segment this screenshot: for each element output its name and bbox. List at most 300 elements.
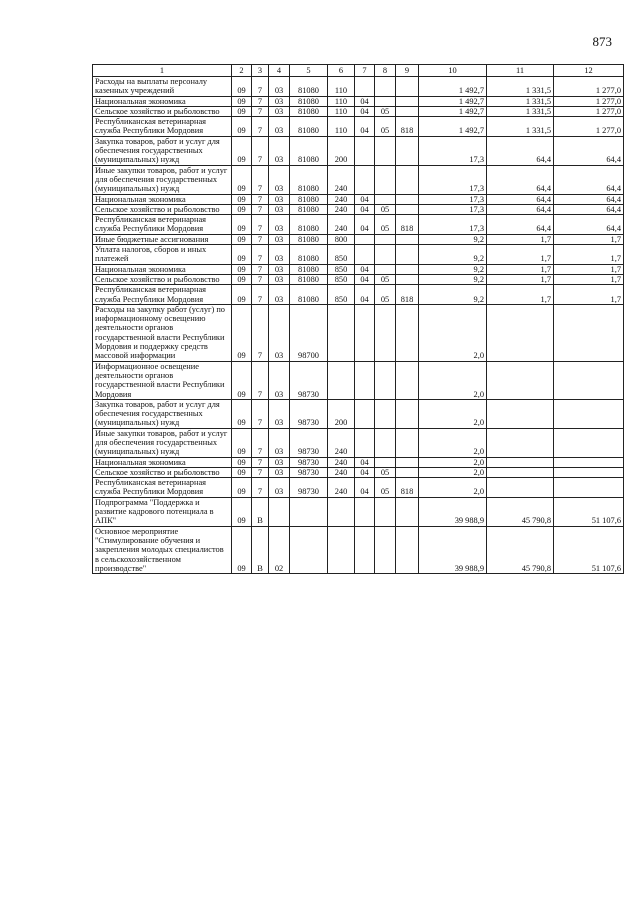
cell-amount-year1: 17,3 (419, 136, 487, 165)
cell-target: 98730 (290, 399, 328, 428)
cell-target: 81080 (290, 285, 328, 305)
col-header: 8 (375, 65, 396, 77)
cell-expense-type: 110 (328, 96, 355, 106)
cell-amount-year1: 9,2 (419, 285, 487, 305)
cell-amount-year3: 64,4 (554, 204, 624, 214)
table-row (93, 194, 624, 204)
cell-min: 09 (232, 478, 252, 498)
item-name: Национальная экономика (93, 457, 232, 467)
table-header-row (93, 65, 624, 77)
cell-subdivision (375, 361, 396, 399)
table-row (93, 497, 624, 526)
cell-amount-year1: 2,0 (419, 428, 487, 457)
cell-amount-year1: 9,2 (419, 245, 487, 265)
item-name: Подпрограмма "Поддержка и развитие кадрового потенциала в АПК" (93, 497, 232, 526)
table-row (93, 274, 624, 284)
cell-division (355, 428, 375, 457)
cell-ministry: 818 (396, 117, 419, 137)
item-name: Республиканская ветеринарная служба Республики Мордовия (93, 478, 232, 498)
cell-amount-year1: 2,0 (419, 457, 487, 467)
cell-division: 04 (355, 457, 375, 467)
cell-amount-year3: 51 107,6 (554, 497, 624, 526)
cell-amount-year1: 39 988,9 (419, 497, 487, 526)
cell-amount-year1: 2,0 (419, 361, 487, 399)
cell-division (355, 165, 375, 194)
cell-subdivision (375, 165, 396, 194)
cell-expense-type: 240 (328, 204, 355, 214)
cell-expense-type (328, 361, 355, 399)
table-row (93, 467, 624, 477)
cell-expense-type: 240 (328, 194, 355, 204)
cell-amount-year3: 1,7 (554, 285, 624, 305)
cell-amount-year1: 1 492,7 (419, 117, 487, 137)
cell-subsection: 03 (269, 264, 290, 274)
cell-section: 7 (252, 361, 269, 399)
cell-subsection: 03 (269, 304, 290, 361)
cell-amount-year2: 45 790,8 (487, 497, 554, 526)
table-row (93, 136, 624, 165)
cell-min: 09 (232, 77, 252, 97)
cell-expense-type: 850 (328, 274, 355, 284)
col-header: 10 (419, 65, 487, 77)
cell-expense-type: 850 (328, 285, 355, 305)
cell-amount-year2 (487, 399, 554, 428)
cell-section: 7 (252, 274, 269, 284)
cell-target: 81080 (290, 117, 328, 137)
cell-amount-year3: 1 277,0 (554, 96, 624, 106)
table-row (93, 361, 624, 399)
cell-amount-year2: 45 790,8 (487, 526, 554, 573)
cell-amount-year3: 64,4 (554, 194, 624, 204)
item-name: Национальная экономика (93, 264, 232, 274)
cell-expense-type (328, 497, 355, 526)
cell-amount-year2: 1 331,5 (487, 106, 554, 116)
cell-subdivision: 05 (375, 467, 396, 477)
table-row (93, 165, 624, 194)
cell-section: 7 (252, 165, 269, 194)
cell-amount-year3: 1 277,0 (554, 117, 624, 137)
cell-target: 98730 (290, 467, 328, 477)
cell-division: 04 (355, 274, 375, 284)
cell-expense-type: 240 (328, 467, 355, 477)
cell-amount-year2: 64,4 (487, 215, 554, 235)
cell-amount-year3: 1 277,0 (554, 106, 624, 116)
cell-amount-year2: 1,7 (487, 234, 554, 244)
cell-section: 7 (252, 399, 269, 428)
cell-division (355, 304, 375, 361)
cell-min: 09 (232, 497, 252, 526)
item-name: Информационное освещение деятельности органов государственной власти Республики Мордовия (93, 361, 232, 399)
cell-ministry (396, 428, 419, 457)
cell-target (290, 526, 328, 573)
cell-amount-year1: 17,3 (419, 204, 487, 214)
cell-target: 81080 (290, 234, 328, 244)
cell-section: 7 (252, 117, 269, 137)
cell-min: 09 (232, 399, 252, 428)
cell-section: 7 (252, 77, 269, 97)
cell-subdivision (375, 234, 396, 244)
cell-min: 09 (232, 304, 252, 361)
table-row (93, 204, 624, 214)
cell-subdivision (375, 96, 396, 106)
cell-min: 09 (232, 526, 252, 573)
col-header: 4 (269, 65, 290, 77)
budget-table (92, 64, 624, 574)
cell-division (355, 136, 375, 165)
cell-target: 81080 (290, 77, 328, 97)
cell-ministry (396, 457, 419, 467)
cell-amount-year1: 17,3 (419, 194, 487, 204)
cell-amount-year1: 9,2 (419, 234, 487, 244)
table-row (93, 77, 624, 97)
cell-subsection: 03 (269, 234, 290, 244)
cell-division (355, 361, 375, 399)
cell-amount-year2 (487, 428, 554, 457)
cell-ministry (396, 264, 419, 274)
cell-ministry (396, 497, 419, 526)
cell-subdivision: 05 (375, 274, 396, 284)
cell-section: 7 (252, 478, 269, 498)
cell-target: 81080 (290, 96, 328, 106)
cell-amount-year2: 1 331,5 (487, 117, 554, 137)
item-name: Сельское хозяйство и рыболовство (93, 204, 232, 214)
cell-subdivision (375, 497, 396, 526)
cell-expense-type: 110 (328, 117, 355, 137)
cell-expense-type: 200 (328, 136, 355, 165)
cell-ministry (396, 165, 419, 194)
cell-min: 09 (232, 245, 252, 265)
cell-subdivision (375, 245, 396, 265)
col-header: 7 (355, 65, 375, 77)
cell-subdivision (375, 457, 396, 467)
cell-amount-year1: 1 492,7 (419, 77, 487, 97)
cell-target: 81080 (290, 215, 328, 235)
cell-section: 7 (252, 264, 269, 274)
table-row (93, 478, 624, 498)
cell-subdivision: 05 (375, 106, 396, 116)
cell-subdivision (375, 526, 396, 573)
cell-subsection (269, 497, 290, 526)
col-header: 2 (232, 65, 252, 77)
cell-min: 09 (232, 285, 252, 305)
cell-min: 09 (232, 361, 252, 399)
cell-subdivision (375, 428, 396, 457)
cell-ministry (396, 234, 419, 244)
cell-ministry (396, 245, 419, 265)
table-row (93, 106, 624, 116)
item-name: Иные бюджетные ассигнования (93, 234, 232, 244)
cell-expense-type: 850 (328, 264, 355, 274)
cell-expense-type (328, 526, 355, 573)
cell-expense-type: 850 (328, 245, 355, 265)
item-name: Республиканская ветеринарная служба Республики Мордовия (93, 215, 232, 235)
cell-division: 04 (355, 478, 375, 498)
cell-target: 81080 (290, 165, 328, 194)
item-name: Иные закупки товаров, работ и услуг для обеспечения государственных (муниципальных) нужд (93, 428, 232, 457)
cell-target: 81080 (290, 194, 328, 204)
cell-subsection: 03 (269, 457, 290, 467)
cell-expense-type: 240 (328, 478, 355, 498)
table-row (93, 245, 624, 265)
cell-amount-year3: 64,4 (554, 165, 624, 194)
cell-subdivision (375, 304, 396, 361)
cell-division: 04 (355, 117, 375, 137)
cell-subdivision (375, 264, 396, 274)
cell-amount-year2 (487, 304, 554, 361)
table-row (93, 215, 624, 235)
cell-division: 04 (355, 467, 375, 477)
cell-amount-year1: 9,2 (419, 274, 487, 284)
cell-amount-year3: 1,7 (554, 234, 624, 244)
cell-expense-type: 200 (328, 399, 355, 428)
cell-amount-year2: 1,7 (487, 285, 554, 305)
cell-ministry: 818 (396, 215, 419, 235)
cell-expense-type: 240 (328, 215, 355, 235)
item-name: Национальная экономика (93, 194, 232, 204)
cell-amount-year3 (554, 361, 624, 399)
cell-subsection: 03 (269, 117, 290, 137)
cell-ministry (396, 194, 419, 204)
cell-min: 09 (232, 96, 252, 106)
cell-ministry (396, 136, 419, 165)
cell-amount-year1: 2,0 (419, 399, 487, 428)
cell-subsection: 03 (269, 467, 290, 477)
item-name: Сельское хозяйство и рыболовство (93, 467, 232, 477)
cell-subdivision (375, 77, 396, 97)
cell-subsection: 03 (269, 194, 290, 204)
table-row (93, 526, 624, 573)
cell-subdivision: 05 (375, 204, 396, 214)
cell-amount-year3 (554, 428, 624, 457)
cell-ministry (396, 526, 419, 573)
cell-target: 81080 (290, 264, 328, 274)
cell-min: 09 (232, 457, 252, 467)
cell-min: 09 (232, 215, 252, 235)
cell-division (355, 399, 375, 428)
cell-section: В (252, 497, 269, 526)
item-name: Расходы на выплаты персоналу казенных учреждений (93, 77, 232, 97)
cell-amount-year1: 2,0 (419, 467, 487, 477)
cell-amount-year3 (554, 478, 624, 498)
cell-expense-type: 110 (328, 77, 355, 97)
cell-section: 7 (252, 467, 269, 477)
item-name: Национальная экономика (93, 96, 232, 106)
cell-amount-year1: 17,3 (419, 165, 487, 194)
table-row (93, 457, 624, 467)
cell-amount-year3 (554, 399, 624, 428)
cell-ministry (396, 467, 419, 477)
cell-amount-year3: 1,7 (554, 264, 624, 274)
cell-section: 7 (252, 245, 269, 265)
cell-section: В (252, 526, 269, 573)
cell-division (355, 497, 375, 526)
cell-expense-type: 110 (328, 106, 355, 116)
cell-amount-year3: 1,7 (554, 274, 624, 284)
cell-target (290, 497, 328, 526)
cell-amount-year2: 64,4 (487, 165, 554, 194)
cell-ministry (396, 274, 419, 284)
cell-subsection: 03 (269, 428, 290, 457)
item-name: Сельское хозяйство и рыболовство (93, 106, 232, 116)
item-name: Сельское хозяйство и рыболовство (93, 274, 232, 284)
col-header: 12 (554, 65, 624, 77)
cell-amount-year3 (554, 467, 624, 477)
cell-ministry: 818 (396, 478, 419, 498)
cell-subsection: 03 (269, 215, 290, 235)
cell-subsection: 03 (269, 245, 290, 265)
cell-division: 04 (355, 194, 375, 204)
cell-min: 09 (232, 136, 252, 165)
cell-division: 04 (355, 106, 375, 116)
table-row (93, 117, 624, 137)
cell-target: 98730 (290, 428, 328, 457)
cell-section: 7 (252, 106, 269, 116)
col-header: 6 (328, 65, 355, 77)
cell-min: 09 (232, 194, 252, 204)
cell-amount-year2 (487, 361, 554, 399)
cell-target: 98700 (290, 304, 328, 361)
cell-expense-type: 240 (328, 165, 355, 194)
cell-ministry (396, 304, 419, 361)
cell-amount-year3: 64,4 (554, 136, 624, 165)
item-name: Закупка товаров, работ и услуг для обеспечения государственных (муниципальных) нужд (93, 136, 232, 165)
cell-section: 7 (252, 428, 269, 457)
cell-target: 81080 (290, 136, 328, 165)
cell-ministry: 818 (396, 285, 419, 305)
item-name: Закупка товаров, работ и услуг для обеспечения государственных (муниципальных) нужд (93, 399, 232, 428)
cell-min: 09 (232, 264, 252, 274)
cell-target: 98730 (290, 361, 328, 399)
cell-ministry (396, 399, 419, 428)
cell-division (355, 245, 375, 265)
item-name: Республиканская ветеринарная служба Республики Мордовия (93, 285, 232, 305)
item-name: Республиканская ветеринарная служба Республики Мордовия (93, 117, 232, 137)
cell-subsection: 02 (269, 526, 290, 573)
table-row (93, 285, 624, 305)
table-row (93, 234, 624, 244)
cell-amount-year2: 1,7 (487, 264, 554, 274)
cell-target: 81080 (290, 204, 328, 214)
page-number: 873 (592, 34, 612, 49)
cell-amount-year2: 64,4 (487, 204, 554, 214)
cell-section: 7 (252, 96, 269, 106)
cell-amount-year2 (487, 478, 554, 498)
table-row (93, 264, 624, 274)
cell-amount-year2: 64,4 (487, 136, 554, 165)
cell-min: 09 (232, 467, 252, 477)
col-header: 1 (93, 65, 232, 77)
table-row (93, 304, 624, 361)
cell-expense-type: 240 (328, 428, 355, 457)
table-body (93, 77, 624, 574)
cell-amount-year1: 9,2 (419, 264, 487, 274)
cell-amount-year3 (554, 304, 624, 361)
cell-section: 7 (252, 457, 269, 467)
table-row (93, 428, 624, 457)
cell-ministry (396, 77, 419, 97)
cell-division: 04 (355, 264, 375, 274)
cell-amount-year3: 51 107,6 (554, 526, 624, 573)
cell-min: 09 (232, 428, 252, 457)
cell-target: 81080 (290, 106, 328, 116)
cell-amount-year2: 1,7 (487, 245, 554, 265)
cell-amount-year1: 39 988,9 (419, 526, 487, 573)
cell-subdivision (375, 136, 396, 165)
cell-subsection: 03 (269, 361, 290, 399)
cell-amount-year3: 64,4 (554, 215, 624, 235)
cell-division (355, 77, 375, 97)
cell-division: 04 (355, 96, 375, 106)
cell-amount-year2 (487, 457, 554, 467)
cell-min: 09 (232, 234, 252, 244)
cell-target: 98730 (290, 457, 328, 467)
item-name: Уплата налогов, сборов и иных платежей (93, 245, 232, 265)
cell-amount-year3 (554, 457, 624, 467)
item-name: Основное мероприятие "Стимулирование обучения и закрепления молодых специалистов в сельскохозяйственном производстве" (93, 526, 232, 573)
cell-subsection: 03 (269, 77, 290, 97)
col-header: 11 (487, 65, 554, 77)
cell-section: 7 (252, 136, 269, 165)
cell-amount-year2: 1 331,5 (487, 96, 554, 106)
cell-ministry (396, 106, 419, 116)
cell-amount-year2 (487, 467, 554, 477)
cell-expense-type: 240 (328, 457, 355, 467)
cell-section: 7 (252, 194, 269, 204)
cell-target: 81080 (290, 245, 328, 265)
cell-section: 7 (252, 204, 269, 214)
cell-subsection: 03 (269, 106, 290, 116)
cell-section: 7 (252, 215, 269, 235)
cell-amount-year1: 2,0 (419, 304, 487, 361)
cell-section: 7 (252, 304, 269, 361)
cell-section: 7 (252, 234, 269, 244)
cell-expense-type: 800 (328, 234, 355, 244)
cell-subsection: 03 (269, 478, 290, 498)
col-header: 3 (252, 65, 269, 77)
cell-subdivision: 05 (375, 285, 396, 305)
table-row (93, 96, 624, 106)
cell-amount-year2: 1,7 (487, 274, 554, 284)
cell-subsection: 03 (269, 285, 290, 305)
cell-division: 04 (355, 204, 375, 214)
cell-amount-year2: 1 331,5 (487, 77, 554, 97)
col-header: 9 (396, 65, 419, 77)
cell-division (355, 234, 375, 244)
cell-subdivision: 05 (375, 117, 396, 137)
cell-amount-year1: 1 492,7 (419, 106, 487, 116)
cell-subsection: 03 (269, 165, 290, 194)
cell-target: 98730 (290, 478, 328, 498)
cell-ministry (396, 361, 419, 399)
cell-target: 81080 (290, 274, 328, 284)
cell-ministry (396, 204, 419, 214)
cell-subsection: 03 (269, 274, 290, 284)
cell-subsection: 03 (269, 399, 290, 428)
cell-subsection: 03 (269, 204, 290, 214)
item-name: Иные закупки товаров, работ и услуг для обеспечения государственных (муниципальных) нужд (93, 165, 232, 194)
cell-division: 04 (355, 215, 375, 235)
cell-amount-year1: 1 492,7 (419, 96, 487, 106)
col-header: 5 (290, 65, 328, 77)
cell-ministry (396, 96, 419, 106)
cell-min: 09 (232, 165, 252, 194)
cell-min: 09 (232, 274, 252, 284)
cell-amount-year1: 2,0 (419, 478, 487, 498)
cell-min: 09 (232, 117, 252, 137)
cell-subdivision (375, 194, 396, 204)
cell-amount-year3: 1 277,0 (554, 77, 624, 97)
cell-amount-year1: 17,3 (419, 215, 487, 235)
